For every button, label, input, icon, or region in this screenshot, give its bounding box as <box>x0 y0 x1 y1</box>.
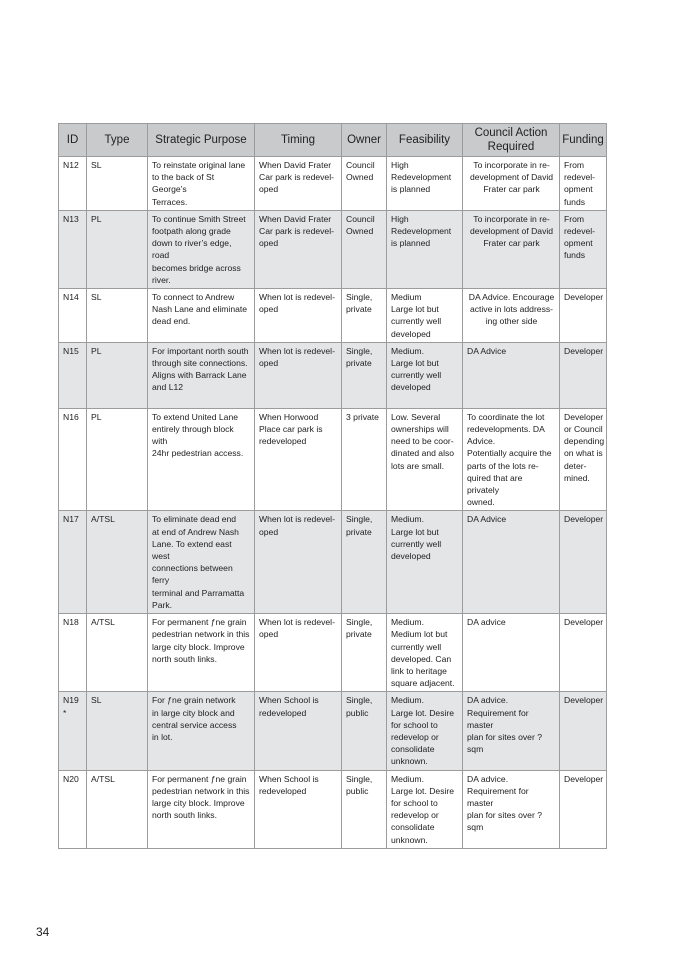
cell-funding-text: From redevel- opment funds <box>564 213 596 261</box>
cell-id <box>59 157 87 211</box>
cell-type <box>87 157 148 211</box>
cell-feasibility-text: Medium. Large lot but currently well developed <box>391 514 442 562</box>
table-row <box>59 342 607 408</box>
cell-council-text: To incorporate in re- development of David Frater car park <box>469 160 554 195</box>
cell-timing-text: When School is redeveloped <box>259 773 319 796</box>
cell-id-text: N18 <box>63 617 79 628</box>
cell-owner <box>342 511 387 614</box>
cell-council <box>463 408 560 511</box>
cell-funding <box>560 210 607 288</box>
cell-council-text: DA Advice. Encourage active in lots address- ing other side <box>468 292 555 327</box>
cell-id <box>59 408 87 511</box>
header-council-action <box>463 124 560 157</box>
cell-purpose-text: For permanent ƒne grain pedestrian network in this large city block. Improve north south links. <box>152 773 250 821</box>
cell-purpose-text: For ƒne grain network in large city block and central service access in lot. <box>152 695 237 742</box>
cell-feasibility <box>387 770 463 848</box>
cell-funding-text: From redevel- opment funds <box>564 160 596 207</box>
cell-id <box>59 770 87 848</box>
cell-type-text: SL <box>91 292 102 303</box>
cell-timing-text: When David Frater Car park is redevel- oped <box>259 213 334 249</box>
cell-owner-text: Single, public <box>346 773 373 796</box>
cell-feasibility-text: Medium. Large lot but currently well developed <box>391 345 442 393</box>
cell-funding <box>560 408 607 511</box>
cell-owner-text: Single, private <box>346 345 373 369</box>
cell-council-text: DA advice <box>467 617 506 628</box>
cell-type <box>87 692 148 770</box>
cell-timing-text: When lot is redevel- oped <box>259 514 335 537</box>
cell-feasibility <box>387 342 463 408</box>
table-row <box>59 614 607 692</box>
cell-timing <box>255 692 342 770</box>
cell-owner-text: Single, private <box>346 617 373 640</box>
cell-id <box>59 692 87 770</box>
cell-purpose-text: To reinstate original lane to the back of St George’s Terraces. <box>152 160 246 207</box>
table-row <box>59 289 607 343</box>
cell-funding <box>560 614 607 692</box>
cell-funding <box>560 511 607 614</box>
cell-feasibility-text: Low. Several ownerships will need to be coor- dinated and also lots are small. <box>391 411 455 471</box>
cell-purpose-text: To connect to Andrew Nash Lane and eliminate dead end. <box>152 292 248 327</box>
cell-owner <box>342 614 387 692</box>
cell-id-text: N20 <box>63 773 79 784</box>
table-row <box>59 770 607 848</box>
cell-funding-text: Developer <box>564 617 604 628</box>
header-timing: Timing <box>255 124 342 157</box>
cell-owner <box>342 692 387 770</box>
cell-council-text: DA advice. Requirement for master plan for sites over ? sqm <box>467 773 542 833</box>
cell-owner <box>342 210 387 288</box>
table-row <box>59 157 607 211</box>
cell-funding <box>560 692 607 770</box>
cell-feasibility-text: Medium. Large lot. Desire for school to redevelop or consolidate unknown. <box>391 773 455 845</box>
cell-timing <box>255 289 342 343</box>
cell-type <box>87 511 148 614</box>
header-funding: Funding <box>560 124 607 157</box>
header-strategic-purpose: Strategic Purpose <box>148 124 255 157</box>
cell-timing-text: When David Frater Car park is redevel- oped <box>259 160 334 195</box>
cell-feasibility-text: Medium. Medium lot but currently well developed. Can link to heritage square adjacent. <box>391 617 455 689</box>
cell-timing <box>255 408 342 511</box>
cell-funding-text: Developer <box>564 345 604 356</box>
cell-council-text: DA Advice <box>467 514 507 525</box>
cell-purpose-text: To continue Smith Street footpath along grade down to river’s edge, road becomes bridge across river. <box>152 213 246 285</box>
cell-council <box>463 614 560 692</box>
cell-purpose <box>148 692 255 770</box>
cell-type-text: SL <box>91 695 102 706</box>
cell-funding-text: Developer <box>564 695 604 706</box>
cell-purpose-text: To extend United Lane entirely through block with 24hr pedestrian access. <box>152 411 244 459</box>
cell-timing <box>255 210 342 288</box>
cell-council-text: DA Advice <box>467 345 507 356</box>
cell-type-text: SL <box>91 160 102 170</box>
cell-feasibility <box>387 511 463 614</box>
cell-purpose <box>148 342 255 408</box>
cell-purpose <box>148 614 255 692</box>
cell-feasibility-text: Medium Large lot but currently well developed <box>391 292 442 339</box>
cell-council <box>463 692 560 770</box>
cell-timing <box>255 511 342 614</box>
cell-timing <box>255 770 342 848</box>
cell-purpose <box>148 408 255 511</box>
cell-feasibility <box>387 157 463 211</box>
cell-id-text: N17 <box>63 514 79 525</box>
cell-owner <box>342 408 387 511</box>
cell-timing-text: When Horwood Place car park is redeveloped <box>259 411 323 447</box>
cell-funding-text: Developer or Council depending on what is deter- mined. <box>564 411 605 483</box>
cell-council-text: To coordinate the lot redevelopments. DA Advice. Potentially acquire the parts of the lots re- quired that are privately owned. <box>467 411 552 508</box>
cell-id <box>59 289 87 343</box>
cell-feasibility <box>387 210 463 288</box>
cell-id-text: N13 <box>63 213 79 224</box>
cell-owner-text: Single, private <box>346 514 373 537</box>
cell-purpose-text: For important north south through site connections. Aligns with Barrack Lane and L12 <box>152 345 249 393</box>
cell-feasibility <box>387 614 463 692</box>
cell-owner <box>342 770 387 848</box>
cell-owner-text: Council Owned <box>346 213 375 237</box>
cell-id-text: N12 <box>63 160 79 170</box>
cell-funding <box>560 342 607 408</box>
cell-council-text: DA advice. Requirement for master plan for sites over ? sqm <box>467 695 542 755</box>
cell-id-text: N14 <box>63 292 79 303</box>
cell-feasibility-text: High Redevelopment is planned <box>391 160 452 195</box>
cell-council-text: To incorporate in re- development of David Frater car park <box>469 213 554 249</box>
cell-feasibility-text: High Redevelopment is planned <box>391 213 452 249</box>
cell-feasibility-text: Medium. Large lot. Desire for school to redevelop or consolidate unknown. <box>391 695 455 767</box>
lane-actions-table <box>58 123 607 849</box>
cell-feasibility <box>387 289 463 343</box>
cell-purpose <box>148 289 255 343</box>
cell-council <box>463 157 560 211</box>
cell-type <box>87 614 148 692</box>
cell-council <box>463 210 560 288</box>
cell-purpose-text: For permanent ƒne grain pedestrian network in this large city block. Improve north south links. <box>152 617 250 664</box>
cell-feasibility <box>387 692 463 770</box>
cell-council <box>463 289 560 343</box>
header-id: ID <box>59 124 87 157</box>
cell-funding <box>560 289 607 343</box>
cell-timing <box>255 342 342 408</box>
cell-owner <box>342 342 387 408</box>
cell-type-text: A/TSL <box>91 773 115 784</box>
cell-id <box>59 614 87 692</box>
cell-owner <box>342 157 387 211</box>
header-owner: Owner <box>342 124 387 157</box>
table-row <box>59 210 607 288</box>
cell-council <box>463 770 560 848</box>
cell-type <box>87 770 148 848</box>
cell-id-text: N15 <box>63 345 79 356</box>
cell-purpose <box>148 157 255 211</box>
cell-type-text: PL <box>91 411 102 422</box>
cell-purpose-text: To eliminate dead end at end of Andrew Nash Lane. To extend east west connections between ferry terminal and Parramatta Park. <box>152 514 245 610</box>
cell-funding-text: Developer <box>564 773 604 784</box>
cell-purpose <box>148 210 255 288</box>
cell-funding-text: Developer <box>564 292 604 303</box>
cell-funding-text: Developer <box>564 514 604 525</box>
cell-type <box>87 408 148 511</box>
cell-type <box>87 342 148 408</box>
header-feasibility: Feasibility <box>387 124 463 157</box>
cell-owner-text: Single, public <box>346 695 373 718</box>
table-row <box>59 408 607 511</box>
cell-purpose <box>148 511 255 614</box>
page-number: 34 <box>36 925 50 939</box>
cell-id <box>59 511 87 614</box>
cell-timing <box>255 614 342 692</box>
cell-timing-text: When School is redeveloped <box>259 695 319 718</box>
cell-owner <box>342 289 387 343</box>
cell-timing-text: When lot is redevel- oped <box>259 345 335 369</box>
cell-funding <box>560 770 607 848</box>
cell-id-text: N16 <box>63 411 79 422</box>
header-council-action-label: Council Action Required <box>474 127 548 153</box>
cell-id <box>59 342 87 408</box>
cell-council <box>463 342 560 408</box>
header-type: Type <box>87 124 148 157</box>
cell-purpose <box>148 770 255 848</box>
table-header-row <box>59 124 607 157</box>
cell-owner-text: 3 private <box>346 411 379 422</box>
cell-timing-text: When lot is redevel- oped <box>259 617 335 640</box>
cell-type-text: A/TSL <box>91 617 115 628</box>
table-row <box>59 692 607 770</box>
cell-type-text: PL <box>91 213 102 224</box>
cell-funding <box>560 157 607 211</box>
cell-owner-text: Council Owned <box>346 160 375 183</box>
table-body <box>59 157 607 849</box>
cell-type <box>87 289 148 343</box>
cell-timing <box>255 157 342 211</box>
cell-timing-text: When lot is redevel- oped <box>259 292 335 315</box>
cell-feasibility <box>387 408 463 511</box>
cell-council <box>463 511 560 614</box>
cell-type-text: A/TSL <box>91 514 115 525</box>
cell-type <box>87 210 148 288</box>
cell-id-text: N19 * <box>63 695 79 718</box>
cell-type-text: PL <box>91 345 102 356</box>
cell-id <box>59 210 87 288</box>
cell-owner-text: Single, private <box>346 292 373 315</box>
table-row <box>59 511 607 614</box>
